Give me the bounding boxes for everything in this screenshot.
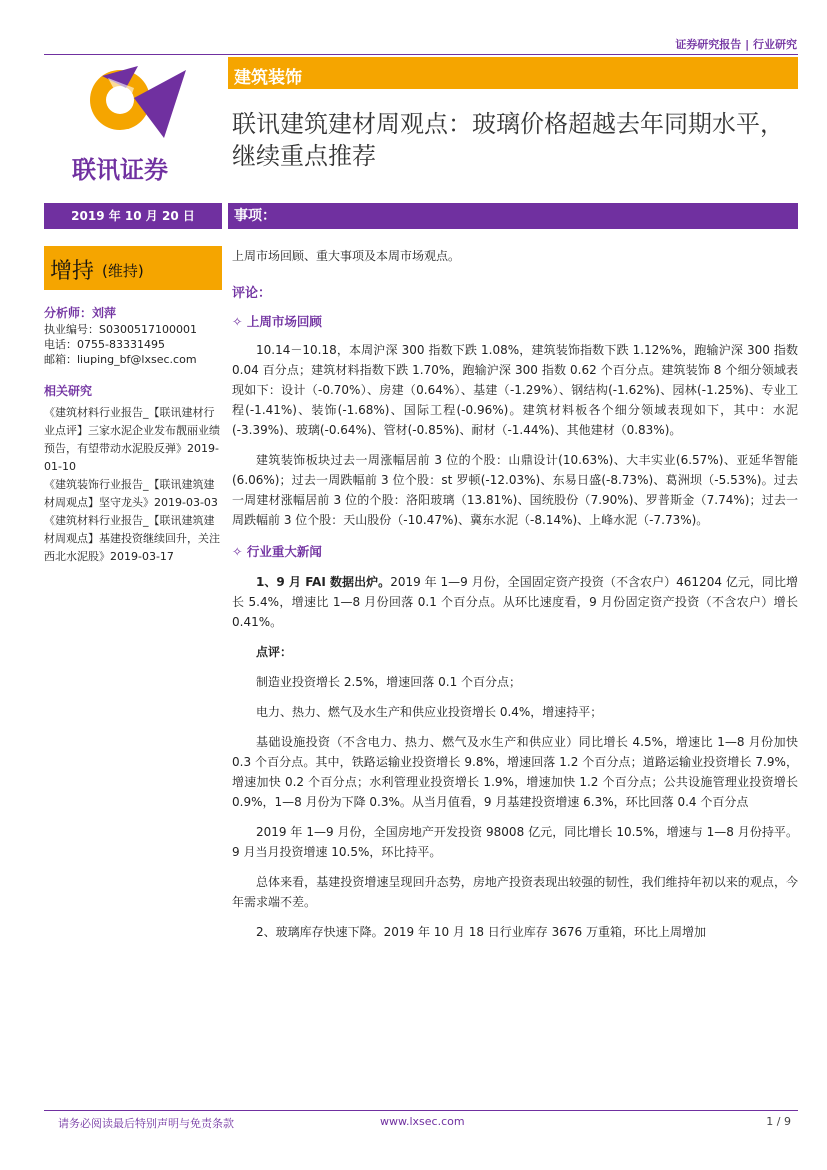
report-type-tag: 证券研究报告 | 行业研究 bbox=[675, 38, 797, 51]
comment-heading: 评论： bbox=[232, 286, 272, 301]
logo-text: 联讯证券 bbox=[72, 156, 168, 184]
main-content bbox=[232, 246, 798, 942]
related-research bbox=[44, 382, 224, 566]
category-bar bbox=[228, 57, 798, 89]
related-item[interactable]: 《建筑装饰行业报告_【联讯建筑建材周观点】坚守龙头》2019-03-03 bbox=[44, 478, 218, 509]
rating-sub: (维持) bbox=[102, 262, 144, 280]
report-date: 2019 年 10 月 20 日 bbox=[44, 203, 222, 229]
event-heading: 事项： bbox=[234, 208, 276, 224]
analyst-info bbox=[44, 304, 224, 367]
footer-url[interactable]: www.lxsec.com bbox=[380, 1115, 465, 1128]
top-divider bbox=[44, 54, 798, 55]
event-heading-bar bbox=[228, 203, 798, 229]
footer-divider bbox=[44, 1110, 798, 1111]
analyst-phone: 电话：0755-83331495 bbox=[44, 338, 165, 351]
market-review-para-1: 10.14－10.18，本周沪深 300 指数下跌 1.08%，建筑装饰指数下跌 1.12%%，跑输沪深 300 指数 0.04 百分点；建筑材料指数下跌 1.70%，跑输沪深 300 指数 0.62 个百分点。建筑装饰 8 个细分领域表现如下：设计（-0.70%）、房建（0.64%）、基建（-1.29%）、钢结构(-1.62%)、园林(-1.25%)、专业工程(-1.41%)、装饰(-1.68%)、国际工程(-0.96%)。建筑材料板各个细分领域表现如下，其中：水泥(-3.39%)、玻璃(-0.64%)、管材(-0.85%)、耐材（-1.44%)、其他建材（0.83%)。 bbox=[232, 343, 798, 437]
category-label: 建筑装饰 bbox=[234, 68, 302, 88]
report-title: 联讯建筑建材周观点：玻璃价格超越去年同期水平，继续重点推荐 bbox=[232, 110, 784, 170]
news-1-title: 1、9 月 FAI 数据出炉。 bbox=[256, 575, 391, 589]
related-item[interactable]: 《建筑材料行业报告_【联讯建筑建材周观点】基建投资继续回升，关注西北水泥股》2019-03-17 bbox=[44, 514, 220, 563]
rating-box bbox=[44, 246, 222, 290]
comment-label: 点评： bbox=[256, 645, 293, 659]
related-item[interactable]: 《建筑材料行业报告_【联讯建材行业点评】三家水泥企业发布靓丽业绩预告，有望带动水泥股反弹》2019-01-10 bbox=[44, 406, 220, 473]
logo-graphic-icon bbox=[68, 58, 208, 188]
footer-disclaimer[interactable]: 请务必阅读最后特别声明与免责条款 bbox=[58, 1117, 234, 1130]
section-industry-news: ✧ 行业重大新闻 bbox=[232, 544, 322, 559]
event-text: 上周市场回顾、重大事项及本周市场观点。 bbox=[232, 249, 461, 263]
related-label: 相关研究 bbox=[44, 384, 93, 398]
comment-3: 基础设施投资（不含电力、热力、燃气及水生产和供应业）同比增长 4.5%，增速比 1—8 月份加快 0.3 个百分点。其中，铁路运输业投资增长 9.8%，增速回落 1.2 个百分点；道路运输业投资增长 7.9%，增速加快 0.2 个百分点；水利管理业投资增长 1.9%，增速加快 1.2 个百分点；公共设施管理业投资增长 0.9%，1—8 月份为下降 0.3%。从当月值看，9 月基建投资增速 6.3%，环比回落 0.4 个百分点 bbox=[232, 735, 798, 809]
news-para-2: 2、玻璃库存快速下降。2019 年 10 月 18 日行业库存 3676 万重箱，环比上周增加 bbox=[256, 925, 706, 939]
rating-main: 增持 bbox=[50, 259, 95, 284]
company-logo bbox=[68, 58, 208, 188]
market-review-para-2: 建筑装饰板块过去一周涨幅居前 3 位的个股：山鼎设计(10.63%)、大丰实业(6.57%)、亚延华智能(6.06%)；过去一周跌幅前 3 位个股：st 罗顿(-12.03%)、东易日盛(-8.73%)、葛洲坝（-5.53%)。过去一周建材涨幅居前 3 位的个股：洛阳玻璃（13.81%)、国统股份（7.90%)、罗普斯金（7.74%)；过去一周跌幅前 3 位个股：天山股份（-10.47%)、冀东水泥（-8.14%)、上峰水泥（-7.73%)。 bbox=[232, 453, 798, 527]
news-1-body: 2019 年 1—9 月份，全国固定资产投资（不含农户）461204 亿元，同比增长 5.4%，增速比 1—8 月份回落 0.1 个百分点。从环比速度看，9 月份固定资产投资（不含农户）增长 0.41%。 bbox=[232, 575, 798, 629]
news-para-1 bbox=[232, 572, 798, 632]
comment-5: 总体来看，基建投资增速呈现回升态势，房地产投资表现出较强的韧性，我们维持年初以来的观点，今年需求端不差。 bbox=[232, 875, 798, 909]
comment-2: 电力、热力、燃气及水生产和供应业投资增长 0.4%，增速持平； bbox=[256, 705, 603, 719]
analyst-license: 执业编号：S0300517100001 bbox=[44, 323, 197, 336]
comment-4: 2019 年 1—9 月份，全国房地产开发投资 98008 亿元，同比增长 10.5%，增速与 1—8 月份持平。9 月当月投资增速 10.5%，环比持平。 bbox=[232, 825, 798, 859]
analyst-email: 邮箱：liuping_bf@lxsec.com bbox=[44, 353, 197, 366]
analyst-label: 分析师：刘萍 bbox=[44, 306, 117, 320]
comment-1: 制造业投资增长 2.5%，增速回落 0.1 个百分点； bbox=[256, 675, 522, 689]
section-market-review: ✧ 上周市场回顾 bbox=[232, 314, 322, 329]
page-number: 1 / 9 bbox=[766, 1115, 791, 1128]
